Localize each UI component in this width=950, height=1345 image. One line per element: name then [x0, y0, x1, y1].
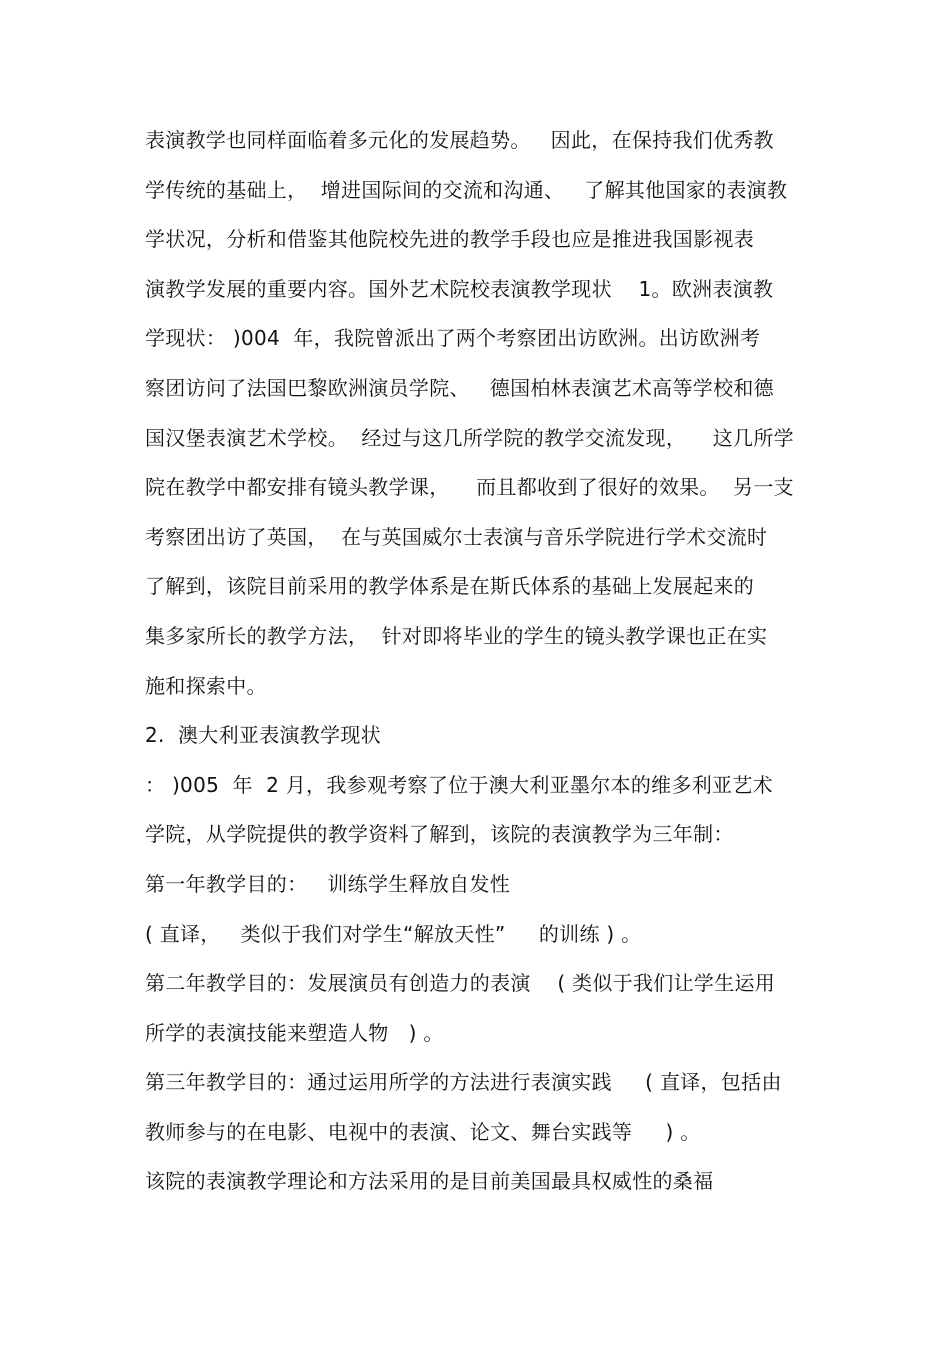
text-line: ： )005 年 2 月，我参观考察了位于澳大利亚墨尔本的维多利亚艺术 — [145, 772, 773, 797]
text-line: 考察团出访了英国， 在与英国威尔士表演与音乐学院进行学术交流时 — [145, 524, 768, 549]
text-line: 院在教学中都安排有镜头教学课， 而且都收到了很好的效果。 另一支 — [145, 475, 794, 500]
text-line: 学状况，分析和借鉴其他院校先进的教学手段也应是推进我国影视表 — [145, 227, 754, 252]
text-line: 国汉堡表演艺术学校。 经过与这几所学院的教学交流发现， 这几所学 — [145, 425, 794, 450]
text-line: 集多家所长的教学方法， 针对即将毕业的学生的镜头教学课也正在实 — [145, 623, 768, 648]
text-line: 第一年教学目的： 训练学生释放自发性 — [145, 871, 511, 896]
text-line: 第三年教学目的：通过运用所学的方法进行表演实践 ( 直译，包括由 — [145, 1070, 782, 1095]
text-line: 表演教学也同样面临着多元化的发展趋势。 因此，在保持我们优秀教 — [145, 128, 774, 152]
body-text — [145, 122, 815, 1213]
text-line: 施和探索中。 — [145, 673, 267, 698]
section-heading: 2. 澳大利亚表演教学现状 — [145, 723, 381, 748]
text-line: 学院，从学院提供的教学资料了解到，该院的表演教学为三年制： — [145, 822, 734, 847]
text-line: ( 直译， 类似于我们对学生“解放天性” 的训练 ) 。 — [145, 921, 642, 946]
text-line: 察团访问了法国巴黎欧洲演员学院、 德国柏林表演艺术高等学校和德 — [145, 375, 774, 400]
text-line: 所学的表演技能来塑造人物 ) 。 — [145, 1020, 444, 1045]
text-line: 学传统的基础上， 增进国际间的交流和沟通、 了解其他国家的表演教 — [145, 177, 788, 202]
text-line: 了解到，该院目前采用的教学体系是在斯氏体系的基础上发展起来的 — [145, 574, 754, 599]
text-line: 演教学发展的重要内容。国外艺术院校表演教学现状 1。欧洲表演教 — [145, 276, 774, 301]
text-line: 第二年教学目的：发展演员有创造力的表演 ( 类似于我们让学生运用 — [145, 971, 776, 996]
text-line: 该院的表演教学理论和方法采用的是目前美国最具权威性的桑福 — [145, 1169, 714, 1194]
text-line: 教师参与的在电影、电视中的表演、论文、舞台实践等 ) 。 — [145, 1119, 701, 1144]
text-line: 学现状： )004 年，我院曾派出了两个考察团出访欧洲。出访欧洲考 — [145, 326, 761, 351]
